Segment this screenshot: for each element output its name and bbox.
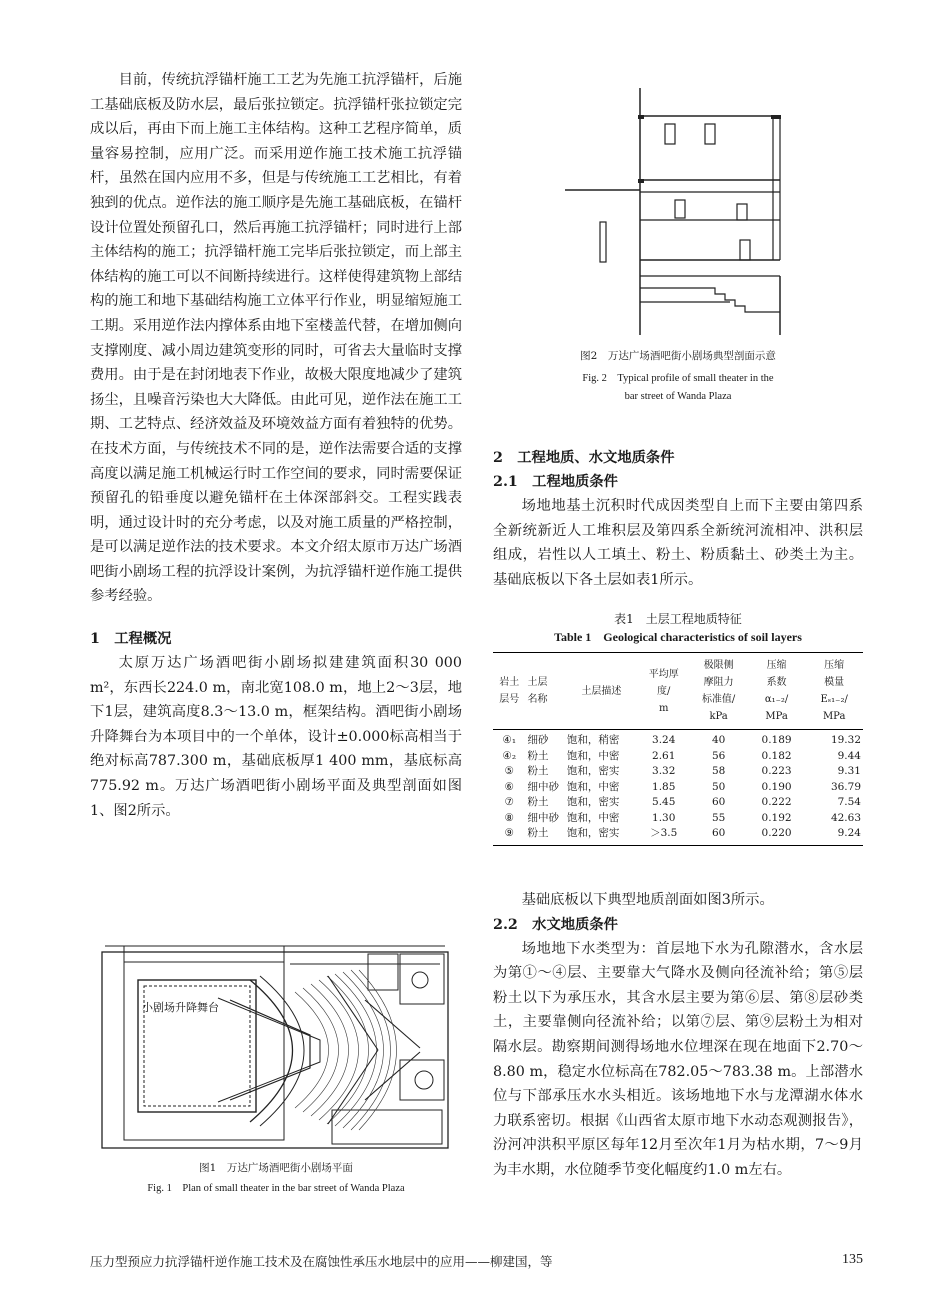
left-column (90, 68, 462, 823)
table-cell-no: ④₂ (502, 749, 517, 762)
table-cell-no: ④₁ (502, 734, 517, 746)
th-layer-no: 岩土 层号 (493, 653, 525, 730)
table-cell-desc: 饱和，稍密 (566, 734, 620, 746)
page-footer (90, 1252, 863, 1270)
section-2-title: 2 工程地质、水文地质条件 (493, 450, 675, 466)
table-body (493, 730, 863, 846)
table-header-row (493, 653, 863, 730)
table-cell-name: 细砂 (527, 734, 549, 746)
table-cell-no: ⑧ (504, 811, 514, 824)
table-cell-e: 9.24 (805, 826, 863, 845)
table-cell-a: 0.190 (761, 780, 792, 793)
table-row (493, 764, 863, 780)
intro-paragraph: 目前，传统抗浮锚杆施工工艺为先施工抗浮锚杆，后施工基础底板及防水层，最后张拉锁定。抗浮锚杆张拉锁定完成以后，再由下而上施工主体结构。这种工艺程序简单，质量容易控制，应用广泛。而采用逆作施工技术施工抗浮锚杆，虽然在国内应用不多，但是与传统施工工艺相比，有着独到的优点。逆作法的施工顺序是先施工基础底板，在锚杆设计位置处预留孔口，然后再施工抗浮锚杆；同时进行上部主体结构的施工；抗浮锚杆施工完毕后张拉锁定，而上部主体结构的施工可以不间断持续进行。这样使得建筑物上部结构的施工和地下基础结构施工立体平行作业，明显缩短施工工期。采用逆作法内撑体系由地下室楼盖代替，在增加侧向支撑刚度、减小周边建筑变形的同时，可省去大量临时支撑费用。由于是在封闭地表下作业，故极大限度地减少了建筑扬尘，且噪音污染也大大降低。由此可见，逆作法在施工工期、工艺特点、经济效益及环境效益方面有着独特的优势。在技术方面，与传统技术不同的是，逆作法需要合适的支撑高度以满足施工机械运行时工作空间的要求，同时需要保证预留孔的铅垂度以避免锚杆在土体深部斜交。工程实践表明，通过设计时的充分考虑，以及对施工质量的严格控制，是可以满足逆作法的技术要求。本文介绍太原市万达广场酒吧街小剧场工程的抗浮设计案例，为抗浮锚杆逆作施工提供参考经验。 (90, 72, 462, 605)
table-row (493, 749, 863, 765)
fig1-label-stage: 小剧场升降舞台 (142, 1001, 219, 1014)
th-description: 土层描述 (565, 653, 638, 730)
table-cell-fric: 56 (711, 749, 726, 762)
table-cell-e: 9.44 (837, 749, 861, 762)
table-cell-a: 0.223 (761, 765, 792, 777)
table-1-title-cn: 表1 土层工程地质特征 (614, 612, 742, 626)
table-1-block (493, 610, 863, 846)
table-cell-thick: ＞3.5 (638, 826, 690, 845)
table-cell-thick: 3.24 (652, 734, 676, 746)
running-title: 压力型预应力抗浮锚杆逆作施工技术及在腐蚀性承压水地层中的应用——柳建国，等 (90, 1254, 553, 1269)
table-row (493, 780, 863, 796)
figure-2-section (555, 80, 805, 340)
table-1-title-en: Table 1 Geological characteristics of soil layers (554, 630, 802, 644)
table-cell-desc: 饱和，密实 (566, 796, 620, 808)
table-cell-e: 42.63 (830, 811, 861, 824)
table-cell-e: 36.79 (830, 780, 861, 793)
table-cell-name: 粉土 (525, 826, 564, 845)
figure-2-caption-en-line2: bar street of Wanda Plaza (624, 391, 732, 402)
table-cell-no: ⑤ (504, 765, 514, 777)
table-cell-e: 7.54 (837, 796, 861, 808)
table-cell-name: 细中砂 (527, 811, 559, 824)
table-cell-desc: 饱和，中密 (566, 811, 620, 824)
table-cell-no: ⑦ (504, 796, 514, 808)
table-cell-desc: 饱和，中密 (566, 749, 620, 762)
table-cell-thick: 1.85 (652, 780, 676, 793)
th-compress-modulus: 压缩 模量 Eₛ₁₋₂/ MPa (805, 653, 863, 730)
figure-1-plan (100, 940, 450, 1152)
table-cell-desc: 饱和，密实 (566, 765, 620, 777)
table-cell-thick: 3.32 (652, 765, 676, 777)
table-cell-thick: 2.61 (652, 749, 676, 762)
table-cell-name: 粉土 (527, 749, 549, 762)
right-column-section-2 (493, 446, 863, 592)
page-number: 135 (842, 1252, 863, 1267)
table-cell-name: 粉土 (527, 796, 549, 808)
section-2-1-title: 2.1 工程地质条件 (493, 474, 618, 490)
table-row (493, 795, 863, 811)
table-cell-a: 0.189 (761, 734, 792, 746)
section-1-paragraph: 太原万达广场酒吧街小剧场拟建建筑面积30 000 m²，东西长224.0 m，南北宽108.0 m，地上2～3层，地下1层，建筑高度8.3～13.0 m，框架结构。酒吧街小剧场升降舞台为本项目中的一个单体，设计±0.000标高相当于绝对标高787.300 m，基础底板厚1 400 mm，基底标高775.92 m。万达广场酒吧街小剧场平面及典型剖面如图1、图2所示。 (90, 655, 462, 819)
table-cell-fric: 40 (711, 734, 726, 746)
section-1-title: 1 工程概况 (90, 631, 172, 648)
table-cell-no: ⑨ (493, 826, 525, 845)
th-thickness: 平均厚 度/ m (638, 653, 690, 730)
th-compress-coef: 压缩 系数 α₁₋₂/ MPa (748, 653, 806, 730)
section-2-2-paragraph: 场地地下水类型为：首层地下水为孔隙潜水，含水层为第①～④层、主要靠大气降水及侧向径流补给；第⑤层粉土以下为承压水，其含水层主要为第⑥层、第⑧层砂类土，主要靠侧向径流补给；以第⑦层、第⑨层粉土为相对隔水层。勘察期间测得场地水位埋深在现在地面下2.70～8.80 m，稳定水位标高在782.05～783.38 m。上部潜水位与下部承压水水头相近。该场地地下水与龙潭湖水体水力联系密切。根据《山西省太原市地下水动态观测报告》，汾河冲洪积平原区每年12月至次年1月为枯水期，7～9月为丰水期，水位随季节变化幅度约1.0 m左右。 (493, 940, 863, 1178)
figure-2-caption-en-line1: Fig. 2 Typical profile of small theater in the (582, 373, 774, 384)
table-cell-fric: 58 (711, 765, 726, 777)
table-cell-fric: 60 (689, 826, 747, 845)
table-row (493, 730, 863, 749)
th-layer-name: 土层 名称 (525, 653, 564, 730)
table-cell-fric: 55 (711, 811, 726, 824)
table-row (493, 826, 863, 845)
table-cell-a: 0.182 (761, 749, 792, 762)
table-cell-desc: 饱和，中密 (566, 780, 620, 793)
table-cell-fric: 60 (711, 796, 726, 808)
right-column-after-table (493, 888, 863, 1183)
table-cell-fric: 50 (711, 780, 726, 793)
figure-1-caption-en: Fig. 1 Plan of small theater in the bar street of Wanda Plaza (147, 1183, 405, 1194)
after-table-paragraph: 基础底板以下典型地质剖面如图3所示。 (521, 892, 774, 908)
table-cell-a: 0.192 (761, 811, 792, 824)
table-row (493, 811, 863, 827)
figure-2-caption-cn: 图2 万达广场酒吧街小剧场典型剖面示意 (580, 350, 776, 362)
th-friction: 极限侧 摩阻力 标准值/ kPa (689, 653, 747, 730)
figure-1-caption-cn: 图1 万达广场酒吧街小剧场平面 (199, 1162, 353, 1174)
section-2-2-title: 2.2 水文地质条件 (493, 916, 618, 933)
section-2-1-paragraph: 场地地基土沉积时代成因类型自上而下主要由第四系全新统新近人工堆积层及第四系全新统河流相冲、洪积层组成，岩性以人工填土、粉土、粉质黏土、砂类土为主。基础底板以下各土层如表1所示。 (493, 498, 863, 588)
table-cell-a: 0.220 (748, 826, 806, 845)
soil-layers-table (493, 652, 863, 846)
table-cell-e: 9.31 (837, 765, 861, 777)
table-cell-name: 粉土 (527, 765, 549, 777)
theater-section-drawing (555, 80, 805, 340)
table-cell-no: ⑥ (504, 780, 514, 793)
table-cell-e: 19.32 (830, 734, 861, 746)
theater-plan-drawing (100, 940, 450, 1152)
table-cell-thick: 5.45 (652, 796, 676, 808)
table-cell-thick: 1.30 (652, 811, 676, 824)
table-cell-desc: 饱和，密实 (565, 826, 638, 845)
table-cell-name: 细中砂 (527, 780, 559, 793)
table-cell-a: 0.222 (761, 796, 792, 808)
